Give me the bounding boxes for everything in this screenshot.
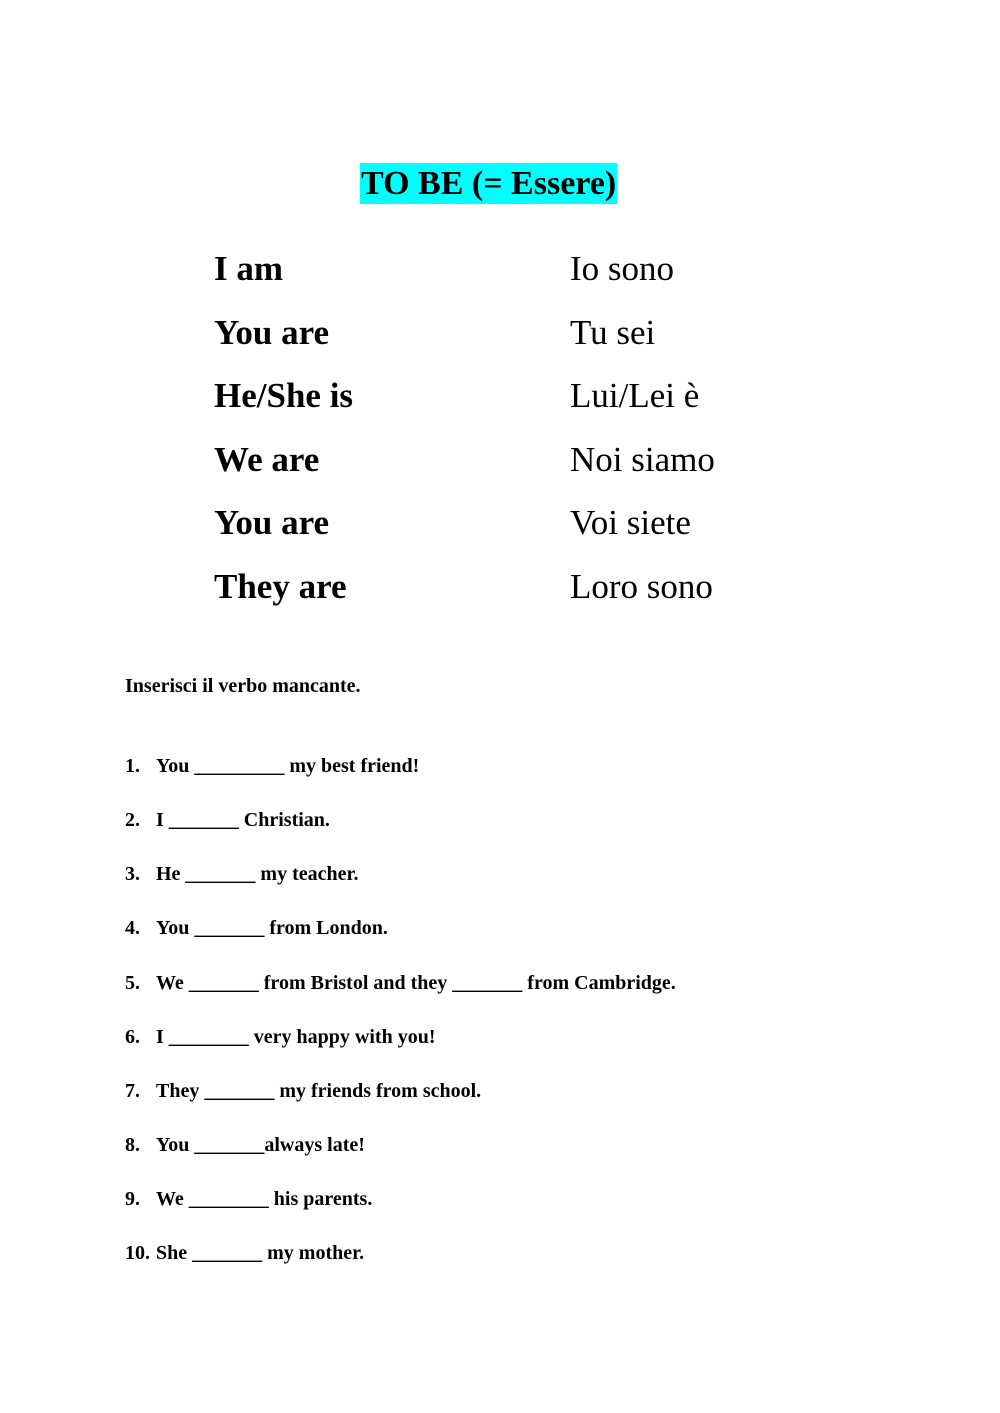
- exercise-item: [125, 861, 359, 887]
- conjugation-italian: Noi siamo: [570, 440, 715, 479]
- exercise-number: 1.: [125, 755, 140, 777]
- exercise-item: [125, 1240, 364, 1266]
- conjugation-english: You are: [214, 313, 330, 352]
- exercise-number: 8.: [125, 1134, 140, 1156]
- exercise-item: [125, 1078, 481, 1104]
- conjugation-english: You are: [214, 503, 330, 542]
- conjugation-italian: Tu sei: [570, 313, 656, 352]
- conjugation-english: I am: [214, 249, 284, 288]
- exercise-text: She _______ my mother.: [156, 1242, 365, 1264]
- exercise-item: [125, 1186, 372, 1212]
- conjugation-english: We are: [214, 440, 320, 479]
- exercise-number: 10.: [125, 1242, 150, 1264]
- exercise-number: 5.: [125, 972, 140, 994]
- exercise-text: You _______ from London.: [156, 917, 388, 939]
- exercise-text: He _______ my teacher.: [156, 863, 359, 885]
- exercise-number: 4.: [125, 917, 140, 939]
- exercise-item: [125, 807, 330, 833]
- exercise-number: 6.: [125, 1026, 140, 1048]
- exercise-text: They _______ my friends from school.: [156, 1080, 482, 1102]
- conjugation-italian: Lui/Lei è: [570, 376, 700, 415]
- exercise-text: I _______ Christian.: [156, 809, 330, 831]
- exercise-text: We ________ his parents.: [156, 1188, 373, 1210]
- conjugation-english: He/She is: [214, 376, 354, 415]
- conjugation-italian: Voi siete: [570, 503, 691, 542]
- exercise-number: 7.: [125, 1080, 140, 1102]
- exercise-instruction: Inserisci il verbo mancante.: [125, 675, 361, 697]
- exercise-item: [125, 915, 388, 941]
- exercise-number: 9.: [125, 1188, 140, 1210]
- conjugation-italian: Loro sono: [570, 567, 713, 606]
- exercise-number: 3.: [125, 863, 140, 885]
- exercise-item: [125, 970, 676, 996]
- page-title: TO BE (= Essere): [361, 165, 617, 202]
- exercise-number: 2.: [125, 809, 140, 831]
- exercise-text: I ________ very happy with you!: [156, 1026, 436, 1048]
- exercise-text: You _________ my best friend!: [156, 755, 420, 777]
- conjugation-italian: Io sono: [570, 249, 675, 288]
- exercise-item: [125, 1024, 435, 1050]
- exercise-item: [125, 1132, 365, 1158]
- exercise-text: You _______always late!: [156, 1134, 365, 1156]
- exercise-text: We _______ from Bristol and they _______ from Cambridge.: [156, 972, 676, 994]
- conjugation-english: They are: [214, 567, 347, 606]
- exercise-item: [125, 753, 419, 779]
